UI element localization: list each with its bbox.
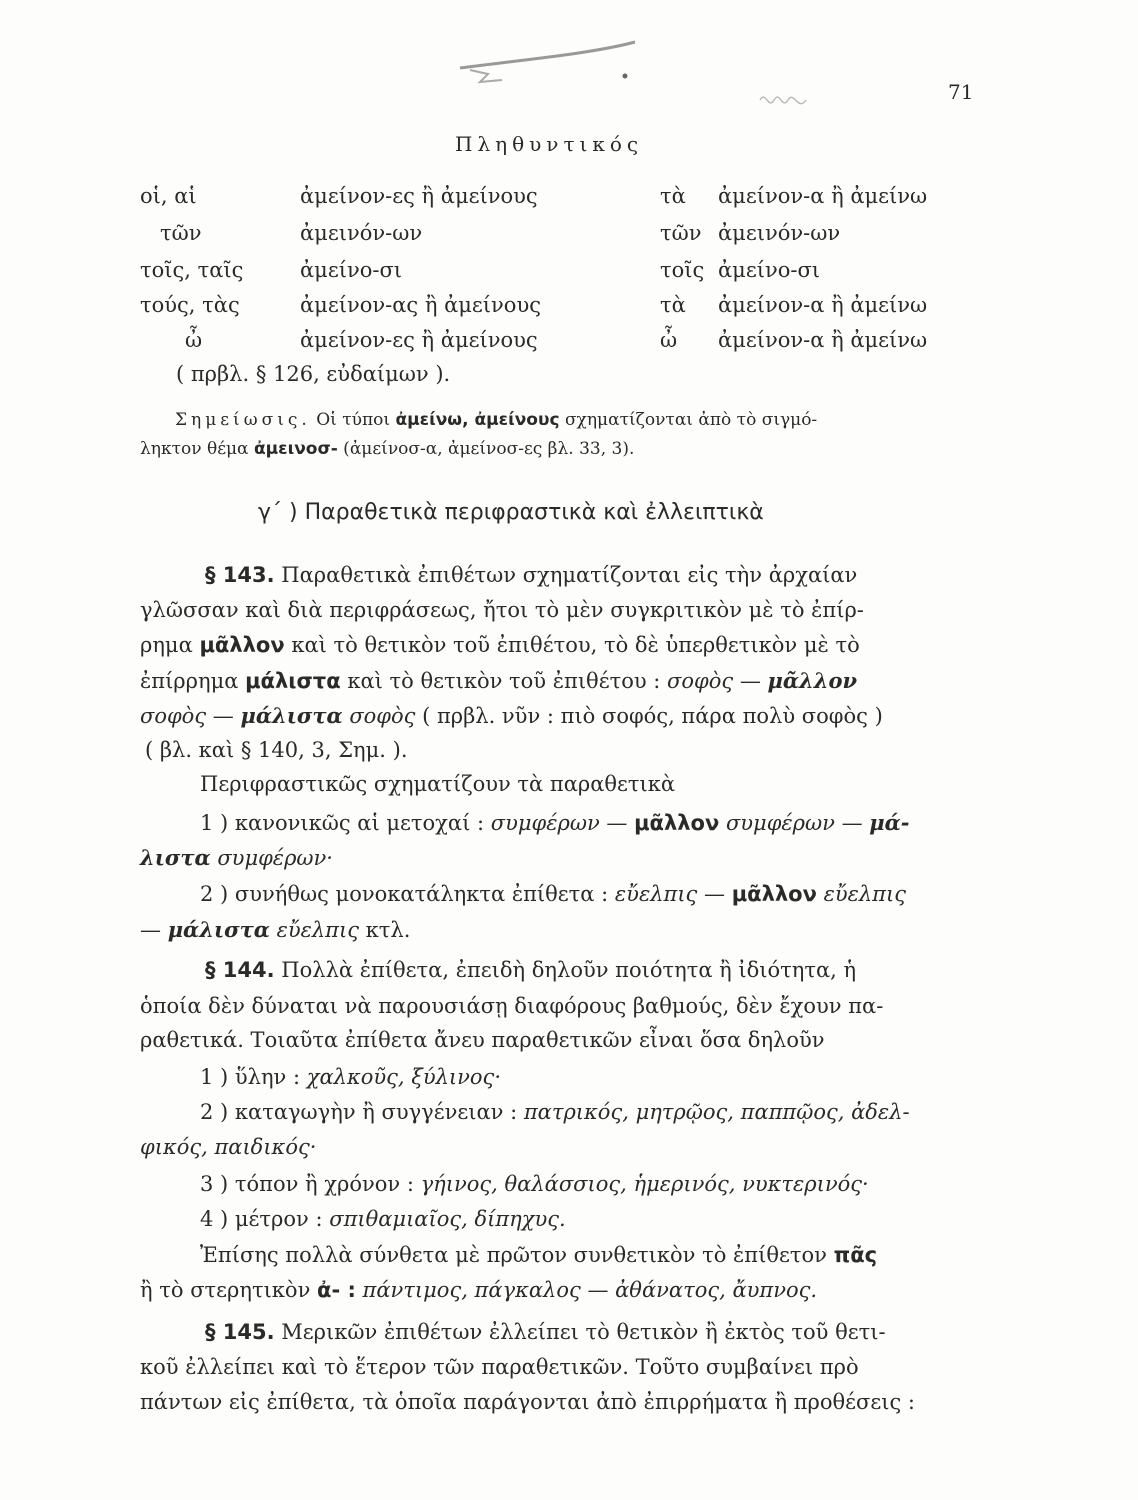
table-right-article: τὰ: [660, 184, 686, 208]
table-right-form: ἀμείνον-α ἢ ἀμείνω: [718, 184, 928, 208]
p144-line: 3 ) τόπον ἢ χρόνον : γήινος, θαλάσσιος, ἡμερινός, νυκτερινός·: [200, 1172, 869, 1196]
note-line-2: ληκτον θέμα ἀμεινοσ- (ἀμείνοσ-α, ἀμείνοσ-ες βλ. 33, 3).: [140, 439, 635, 459]
p144-line: ἢ τὸ στερητικὸν ἀ- : πάντιμος, πάγκαλος — ἀθάνατος, ἄυπνος.: [140, 1278, 818, 1302]
p144-line: § 144. Πολλὰ ἐπίθετα, ἐπειδὴ δηλοῦν ποιότητα ἢ ἰδιότητα, ἡ: [205, 958, 857, 982]
p143-line: ( βλ. καὶ § 140, 3, Σημ. ).: [145, 738, 408, 762]
p144-line: Ἐπίσης πολλὰ σύνθετα μὲ πρῶτον συνθετικὸν τὸ ἐπίθετον πᾶς: [200, 1243, 878, 1267]
p143-line: 2 ) συνήθως μονοκατάληκτα ἐπίθετα : εὔελπις — μᾶλλον εὔελπις: [200, 882, 906, 906]
p145-line: § 145. Μερικῶν ἐπιθέτων ἐλλείπει τὸ θετικὸν ἢ ἐκτὸς τοῦ θετι-: [205, 1320, 886, 1344]
table-comparison: ( πρβλ. § 126, εὐδαίμων ).: [176, 362, 451, 386]
table-left-form: ἀμεινόν-ων: [300, 221, 423, 245]
p143-line: — μάλιστα εὔελπις κτλ.: [140, 917, 411, 942]
p143-line: 1 ) κανονικῶς αἱ μετοχαί : συμφέρων — μᾶλλον συμφέρων — μά-: [200, 810, 910, 835]
table-left-form: ἀμείνο-σι: [300, 258, 403, 282]
note-label: Σημείωσις.: [175, 410, 311, 430]
section-title: γ΄ ) Παραθετικὰ περιφραστικὰ καὶ ἐλλειπτικὰ: [258, 500, 764, 525]
p144-line: φικός, παιδικός·: [140, 1135, 317, 1159]
section-number: § 145.: [205, 1320, 275, 1344]
table-right-form: ἀμείνο-σι: [718, 258, 821, 282]
table-left-article: οἱ, αἱ: [140, 184, 197, 208]
table-right-article: τοῖς: [660, 258, 705, 282]
table-right-form: ἀμεινόν-ων: [718, 221, 841, 245]
table-left-article: τούς, τὰς: [140, 293, 240, 317]
table-right-article: τὰ: [660, 293, 686, 317]
p144-line: 4 ) μέτρον : σπιθαμιαῖος, δίπηχυς.: [200, 1207, 566, 1231]
p145-line: κοῦ ἐλλείπει καὶ τὸ ἕτερον τῶν παραθετικῶν. Τοῦτο συμβαίνει πρὸ: [140, 1355, 859, 1379]
p143-line: σοφὸς — μάλιστα σοφὸς ( πρβλ. νῦν : πιὸ σοφός, πάρα πολὺ σοφὸς ): [140, 703, 883, 728]
p145-line: πάντων εἰς ἐπίθετα, τὰ ὁποῖα παράγονται ἀπὸ ἐπιρρήματα ἢ προθέσεις :: [140, 1390, 916, 1414]
p143-line: § 143. Παραθετικὰ ἐπιθέτων σχηματίζονται εἰς τὴν ἀρχαίαν: [205, 563, 858, 587]
table-left-article: τοῖς, ταῖς: [140, 258, 244, 282]
section-number: § 143.: [205, 563, 275, 587]
p143-line: λιστα συμφέρων·: [140, 845, 333, 870]
table-right-article: ὦ: [660, 328, 678, 352]
p144-line: ραθετικά. Τοιαῦτα ἐπίθετα ἄνευ παραθετικῶν εἶναι ὅσα δηλοῦν: [140, 1028, 825, 1052]
table-right-article: τῶν: [660, 221, 702, 245]
table-right-form: ἀμείνον-α ἢ ἀμείνω: [718, 293, 928, 317]
table-left-article: τῶν: [160, 221, 202, 245]
p143-line: ρημα μᾶλλον καὶ τὸ θετικὸν τοῦ ἐπιθέτου, τὸ δὲ ὑπερθετικὸν μὲ τὸ: [140, 633, 860, 657]
table-left-form: ἀμείνον-ες ἢ ἀμείνους: [300, 184, 538, 208]
p144-line: ὁποία δὲν δύναται νὰ παρουσιάσῃ διαφόρους βαθμούς, δὲν ἔχουν πα-: [140, 994, 884, 1018]
p143-line: γλῶσσαν καὶ διὰ περιφράσεως, ἤτοι τὸ μὲν συγκριτικὸν μὲ τὸ ἐπίρ-: [140, 598, 864, 622]
table-right-form: ἀμείνον-α ἢ ἀμείνω: [718, 328, 928, 352]
p143-line: Περιφραστικῶς σχηματίζουν τὰ παραθετικὰ: [200, 772, 676, 796]
table-heading: Πληθυντικός: [455, 132, 644, 156]
note-line-1: Σημείωσις. Οἱ τύποι ἀμείνω, ἀμείνους σχηματίζονται ἀπὸ τὸ σιγμό-: [175, 410, 818, 430]
p144-line: 1 ) ὕλην : χαλκοῦς, ξύλινος·: [200, 1065, 501, 1089]
table-left-form: ἀμείνον-ας ἢ ἀμείνους: [300, 293, 541, 317]
section-number: § 144.: [205, 958, 275, 982]
p143-line: ἐπίρρημα μάλιστα καὶ τὸ θετικὸν τοῦ ἐπιθέτου : σοφὸς — μᾶλλον: [140, 668, 858, 693]
page-number: 71: [948, 80, 974, 104]
table-left-article: ὦ: [185, 328, 203, 352]
table-left-form: ἀμείνον-ες ἢ ἀμείνους: [300, 328, 538, 352]
p144-line: 2 ) καταγωγὴν ἢ συγγένειαν : πατρικός, μητρῷος, παππῷος, ἀδελ-: [200, 1100, 910, 1124]
